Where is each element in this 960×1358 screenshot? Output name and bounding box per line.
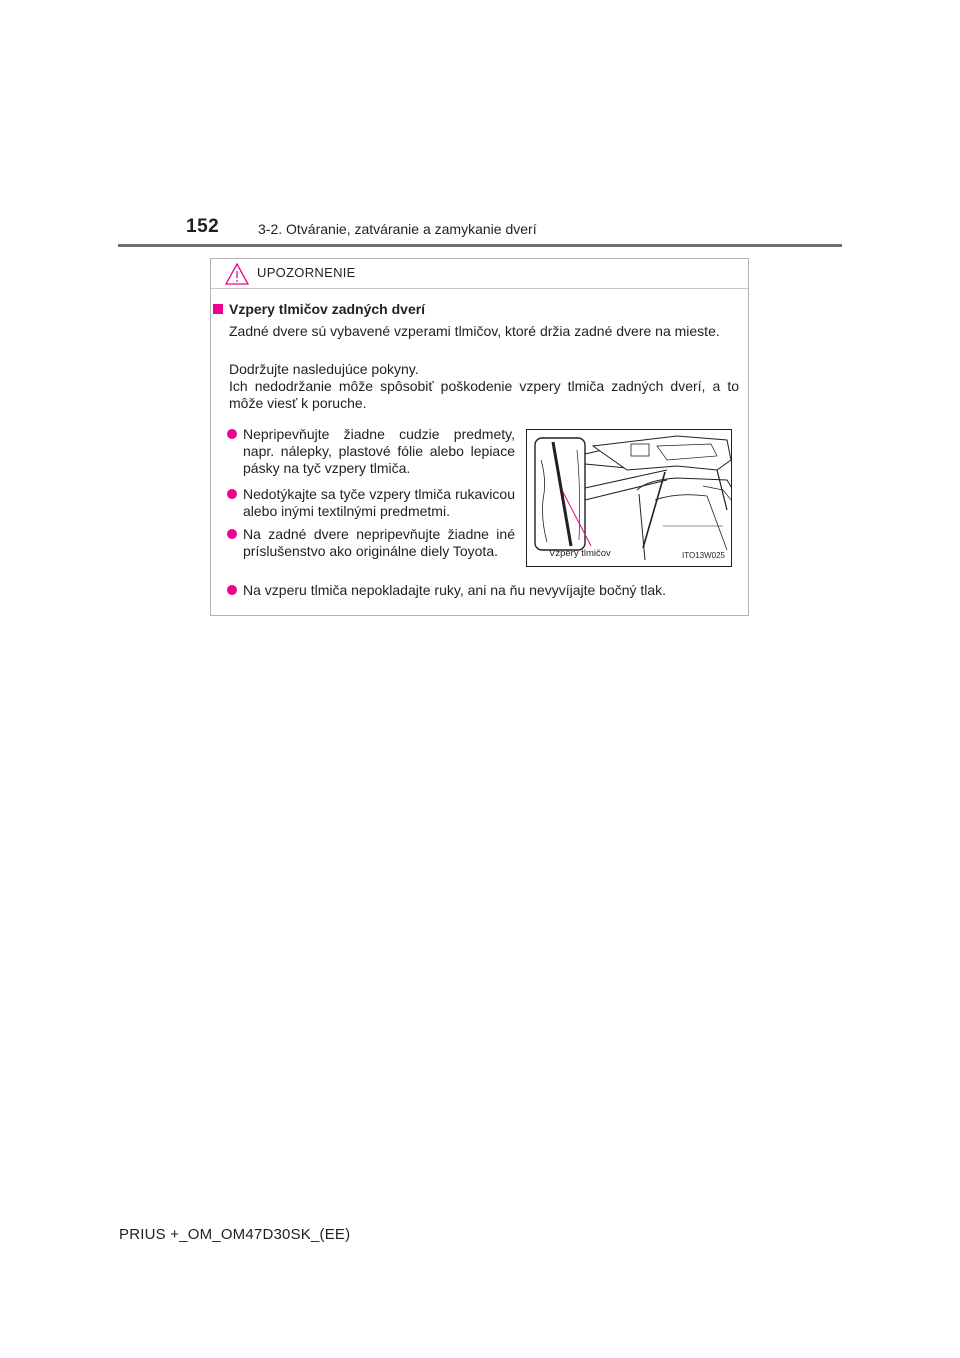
bullet-dot-icon bbox=[227, 429, 237, 439]
warning-triangle-icon bbox=[225, 263, 249, 285]
paragraph-instructions bbox=[229, 361, 739, 412]
page-number: 152 bbox=[186, 216, 220, 237]
bullet-text: Nepripevňujte žiadne cudzie predmety, napr. nálepky, plastové fólie alebo lepiace pásky na tyč vzpery tlmiča. bbox=[243, 426, 515, 476]
bullet-item bbox=[225, 426, 515, 477]
warning-header bbox=[211, 259, 748, 289]
footer-doc-code: PRIUS +_OM_OM47D30SK_(EE) bbox=[119, 1226, 351, 1243]
header-rule bbox=[118, 244, 842, 247]
bullet-text: Na zadné dvere nepripevňujte žiadne iné príslušenstvo ako originálne diely Toyota. bbox=[243, 526, 515, 559]
figure-label: Vzpery tlmičov bbox=[549, 548, 611, 559]
warning-box bbox=[210, 258, 749, 616]
section-title: 3-2. Otváranie, zatváranie a zamykanie dverí bbox=[258, 221, 537, 237]
bullet-dot-icon bbox=[227, 489, 237, 499]
instructions-line1: Dodržujte nasledujúce pokyny. bbox=[229, 361, 419, 377]
bullet-text: Nedotýkajte sa tyče vzpery tlmiča rukavicou alebo inými textilnými predmetmi. bbox=[243, 486, 515, 519]
damper-stay-illustration bbox=[526, 429, 732, 567]
instructions-line2: Ich nedodržanie môže spôsobiť poškodenie vzpery tlmiča zadných dverí, a to môže viesť k poruche. bbox=[229, 378, 739, 411]
bullet-dot-icon bbox=[227, 585, 237, 595]
subheading-text: Vzpery tlmičov zadných dverí bbox=[229, 301, 426, 317]
bullet-item bbox=[225, 582, 725, 599]
bullet-dot-icon bbox=[227, 529, 237, 539]
bullet-item bbox=[225, 486, 515, 520]
paragraph-intro: Zadné dvere sú vybavené vzperami tlmičov, ktoré držia zadné dvere na mieste. bbox=[229, 323, 720, 339]
bullet-item bbox=[225, 526, 515, 560]
bullet-text: Na vzperu tlmiča nepokladajte ruky, ani na ňu nevyvíjajte bočný tlak. bbox=[243, 582, 667, 598]
warning-subheading bbox=[213, 301, 425, 317]
warning-title: UPOZORNENIE bbox=[257, 265, 356, 280]
tailgate-drawing bbox=[527, 430, 732, 567]
square-bullet-icon bbox=[213, 304, 223, 314]
figure-code: ITO13W025 bbox=[682, 551, 725, 560]
